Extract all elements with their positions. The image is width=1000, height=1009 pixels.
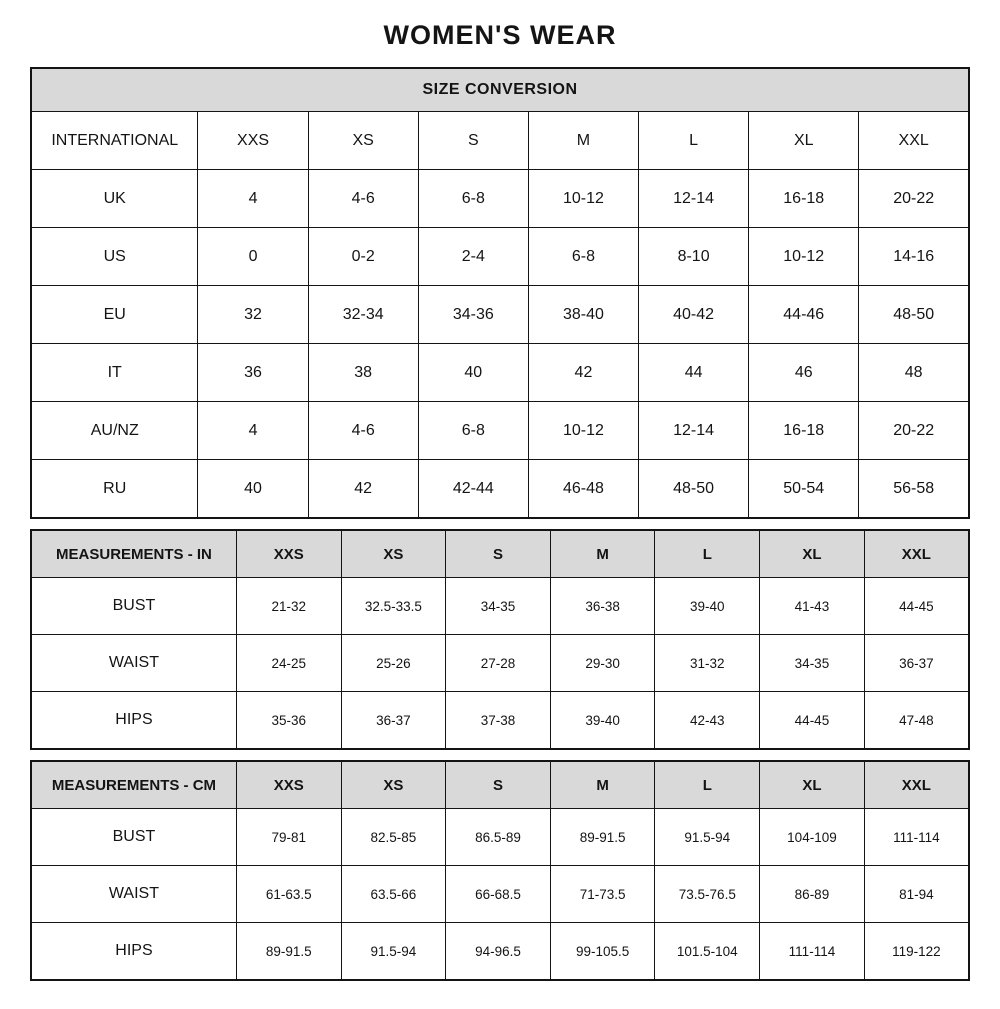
cell: 6-8 [418, 402, 528, 460]
row-label: INTERNATIONAL [31, 112, 198, 170]
cell: 32-34 [308, 286, 418, 344]
row-label: BUST [31, 809, 236, 866]
cell: XXL [859, 112, 969, 170]
cell: 44-46 [749, 286, 859, 344]
size-column-header: M [550, 761, 655, 809]
cell: 86.5-89 [446, 809, 551, 866]
cell: 40 [198, 460, 308, 519]
cell: 101.5-104 [655, 923, 760, 981]
cell: 34-35 [446, 578, 551, 635]
cell: 91.5-94 [655, 809, 760, 866]
table-header-row [31, 530, 969, 578]
cell: 71-73.5 [550, 866, 655, 923]
cell: 2-4 [418, 228, 528, 286]
cell: 32 [198, 286, 308, 344]
cell: 38 [308, 344, 418, 402]
cell: 34-35 [760, 635, 865, 692]
cell: 8-10 [639, 228, 749, 286]
cell: 94-96.5 [446, 923, 551, 981]
cell: 86-89 [760, 866, 865, 923]
page-title: WOMEN'S WEAR [383, 20, 617, 50]
cell: 44-45 [864, 578, 969, 635]
table-banner-row [31, 68, 969, 112]
cell: 41-43 [760, 578, 865, 635]
table-row [31, 635, 969, 692]
size-column-header: XXL [864, 530, 969, 578]
table-row [31, 402, 969, 460]
row-label: HIPS [31, 692, 236, 750]
cell: 21-32 [236, 578, 341, 635]
size-column-header: L [655, 530, 760, 578]
row-label: IT [31, 344, 198, 402]
table-row [31, 228, 969, 286]
cell: 81-94 [864, 866, 969, 923]
cell: 89-91.5 [236, 923, 341, 981]
cell: 47-48 [864, 692, 969, 750]
table-row [31, 578, 969, 635]
cell: 46-48 [528, 460, 638, 519]
size-column-header: M [550, 530, 655, 578]
table-row [31, 460, 969, 519]
row-label: UK [31, 170, 198, 228]
cell: 73.5-76.5 [655, 866, 760, 923]
cell: 44-45 [760, 692, 865, 750]
cell: 63.5-66 [341, 866, 446, 923]
cell: 50-54 [749, 460, 859, 519]
cell: 36-37 [341, 692, 446, 750]
cell: 29-30 [550, 635, 655, 692]
cell: 48-50 [639, 460, 749, 519]
cell: XL [749, 112, 859, 170]
size-conversion-banner: SIZE CONVERSION [31, 68, 969, 112]
row-label: WAIST [31, 866, 236, 923]
cell: 42-44 [418, 460, 528, 519]
cell: 6-8 [528, 228, 638, 286]
measurements-cm-table [30, 760, 970, 981]
size-column-header: XS [341, 761, 446, 809]
cell: 36 [198, 344, 308, 402]
cell: 36-37 [864, 635, 969, 692]
cell: L [639, 112, 749, 170]
cell: 16-18 [749, 170, 859, 228]
cell: 42-43 [655, 692, 760, 750]
cell: 10-12 [528, 170, 638, 228]
cell: 99-105.5 [550, 923, 655, 981]
cell: 89-91.5 [550, 809, 655, 866]
cell: 91.5-94 [341, 923, 446, 981]
size-column-header: L [655, 761, 760, 809]
measurements-in-table [30, 529, 970, 750]
size-column-header: XL [760, 761, 865, 809]
cell: 61-63.5 [236, 866, 341, 923]
cell: 111-114 [864, 809, 969, 866]
cell: 4 [198, 170, 308, 228]
cell: 46 [749, 344, 859, 402]
table-row [31, 923, 969, 981]
table-row [31, 866, 969, 923]
row-label: AU/NZ [31, 402, 198, 460]
measurements-cm-title: MEASUREMENTS - CM [31, 761, 236, 809]
size-column-header: S [446, 530, 551, 578]
size-column-header: S [446, 761, 551, 809]
size-column-header: XL [760, 530, 865, 578]
table-row [31, 112, 969, 170]
size-column-header: XXL [864, 761, 969, 809]
cell: 66-68.5 [446, 866, 551, 923]
cell: 31-32 [655, 635, 760, 692]
cell: 25-26 [341, 635, 446, 692]
cell: 42 [528, 344, 638, 402]
cell: 20-22 [859, 402, 969, 460]
cell: 0-2 [308, 228, 418, 286]
cell: 14-16 [859, 228, 969, 286]
cell: 35-36 [236, 692, 341, 750]
table-row [31, 344, 969, 402]
cell: 12-14 [639, 170, 749, 228]
cell: 48 [859, 344, 969, 402]
row-label: EU [31, 286, 198, 344]
row-label: HIPS [31, 923, 236, 981]
cell: 10-12 [749, 228, 859, 286]
cell: 119-122 [864, 923, 969, 981]
table-row [31, 692, 969, 750]
table-row [31, 170, 969, 228]
cell: 42 [308, 460, 418, 519]
table-header-row [31, 761, 969, 809]
cell: 39-40 [550, 692, 655, 750]
cell: 56-58 [859, 460, 969, 519]
cell: 48-50 [859, 286, 969, 344]
cell: 36-38 [550, 578, 655, 635]
cell: 4-6 [308, 402, 418, 460]
cell: 39-40 [655, 578, 760, 635]
cell: 34-36 [418, 286, 528, 344]
cell: 44 [639, 344, 749, 402]
cell: 6-8 [418, 170, 528, 228]
cell: 4 [198, 402, 308, 460]
cell: 10-12 [528, 402, 638, 460]
cell: 27-28 [446, 635, 551, 692]
cell: 4-6 [308, 170, 418, 228]
row-label: RU [31, 460, 198, 519]
row-label: BUST [31, 578, 236, 635]
table-row [31, 809, 969, 866]
table-row [31, 286, 969, 344]
size-conversion-table [30, 67, 970, 519]
cell: XXS [198, 112, 308, 170]
cell: 40 [418, 344, 528, 402]
cell: M [528, 112, 638, 170]
cell: S [418, 112, 528, 170]
cell: 32.5-33.5 [341, 578, 446, 635]
size-column-header: XXS [236, 530, 341, 578]
cell: 38-40 [528, 286, 638, 344]
cell: 24-25 [236, 635, 341, 692]
row-label: WAIST [31, 635, 236, 692]
cell: 111-114 [760, 923, 865, 981]
row-label: US [31, 228, 198, 286]
cell: 82.5-85 [341, 809, 446, 866]
size-column-header: XXS [236, 761, 341, 809]
cell: 40-42 [639, 286, 749, 344]
size-column-header: XS [341, 530, 446, 578]
cell: 20-22 [859, 170, 969, 228]
cell: 79-81 [236, 809, 341, 866]
cell: 12-14 [639, 402, 749, 460]
cell: 104-109 [760, 809, 865, 866]
measurements-in-title: MEASUREMENTS - IN [31, 530, 236, 578]
cell: 16-18 [749, 402, 859, 460]
cell: XS [308, 112, 418, 170]
cell: 37-38 [446, 692, 551, 750]
cell: 0 [198, 228, 308, 286]
